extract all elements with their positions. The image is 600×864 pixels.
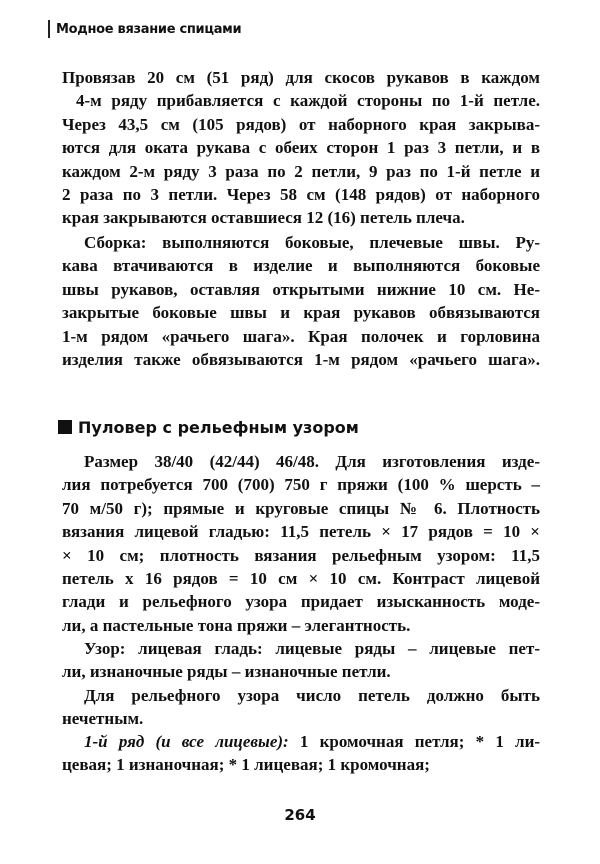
pattern-label: Узор: bbox=[84, 639, 126, 658]
square-bullet-icon bbox=[58, 420, 72, 434]
text-line bbox=[62, 231, 540, 254]
section-heading-text: Пуловер с рельефным узором bbox=[78, 418, 359, 437]
paragraph-stitch-count bbox=[62, 684, 540, 731]
text-line: Через 43,5 см (105 рядов) от наборного края закрыва- bbox=[62, 114, 540, 134]
text-line: петель х 16 рядов = 10 см × 10 см. Контраст лицевой bbox=[62, 569, 540, 589]
text-line: изделия также обвязываются 1-м рядом «рачьего шага». bbox=[62, 350, 540, 370]
text-line: ли, изнаночные ряды – изнаночные петли. bbox=[62, 662, 391, 682]
text-line: закрытые боковые швы и края рукавов обвязываются bbox=[62, 303, 540, 323]
text-line bbox=[62, 730, 540, 753]
running-head-title: Модное вязание спицами bbox=[56, 22, 242, 37]
text-line: швы рукавов, оставляя открытыми нижние 10 см. Не- bbox=[62, 279, 540, 299]
text-line: 2 раза по 3 петли. Через 58 см (148 рядов) от наборного bbox=[62, 185, 540, 205]
paragraph-assembly bbox=[62, 231, 540, 371]
header-rule bbox=[48, 20, 50, 38]
page-number: 264 bbox=[284, 806, 316, 824]
paragraph-pattern bbox=[62, 637, 540, 684]
running-head bbox=[48, 20, 241, 38]
text-line: каждом 2-м ряду 3 раза по 2 петли, 9 раз по 1-й петле и bbox=[62, 161, 540, 181]
text-line: цевая; 1 изнаночная; * 1 лицевая; 1 кромочная; bbox=[62, 755, 430, 775]
text-line bbox=[62, 637, 540, 660]
text-line: глади и рельефного узора придает изысканность моде- bbox=[62, 592, 540, 612]
text-line: 4-м ряду прибавляется с каждой стороны по 1-й петле. bbox=[76, 91, 540, 111]
text-line: Для рельефного узора число петель должно быть bbox=[84, 686, 540, 705]
text-line: × 10 см; плотность вязания рельефным узором: 11,5 bbox=[62, 545, 540, 565]
row-label: 1-й ряд (и все лицевые): bbox=[84, 732, 289, 751]
paragraph-sleeve bbox=[62, 66, 540, 230]
text-span: лицевая гладь: лицевые ряды – лицевые пет- bbox=[138, 639, 540, 658]
paragraph-size bbox=[62, 450, 540, 637]
text-line: ются для оката рукава с обеих сторон 1 раз 3 петли, и в bbox=[62, 138, 540, 158]
text-line: 70 м/50 г); прямые и круговые спицы № 6. Плотность bbox=[62, 498, 540, 518]
section-heading bbox=[58, 418, 359, 437]
text-span: выполняются боковые, плечевые швы. Ру- bbox=[162, 233, 540, 252]
text-line: края закрываются оставшиеся 12 (16) петель плеча. bbox=[62, 208, 465, 228]
text-line: нечетным. bbox=[62, 709, 144, 729]
text-line: лия потребуется 700 (700) 750 г пряжи (100 % шерсть – bbox=[62, 475, 540, 495]
text-span: 1 кромочная петля; * 1 ли- bbox=[299, 732, 541, 751]
assembly-label: Сборка: bbox=[84, 233, 147, 252]
text-line: кава втачиваются в изделие и выполняются боковые bbox=[62, 256, 540, 276]
text-line: Размер 38/40 (42/44) 46/48. Для изготовления изде- bbox=[84, 452, 540, 471]
text-line: вязания лицевой гладью: 11,5 петель × 17 рядов = 10 × bbox=[62, 522, 540, 542]
text-line: Провязав 20 см (51 ряд) для скосов рукавов в каждом bbox=[62, 68, 540, 87]
paragraph-row1 bbox=[62, 730, 540, 777]
text-line: 1-м рядом «рачьего шага». Края полочек и горловина bbox=[62, 326, 540, 346]
text-line: ли, а пастельные тона пряжи – элегантность. bbox=[62, 615, 411, 635]
